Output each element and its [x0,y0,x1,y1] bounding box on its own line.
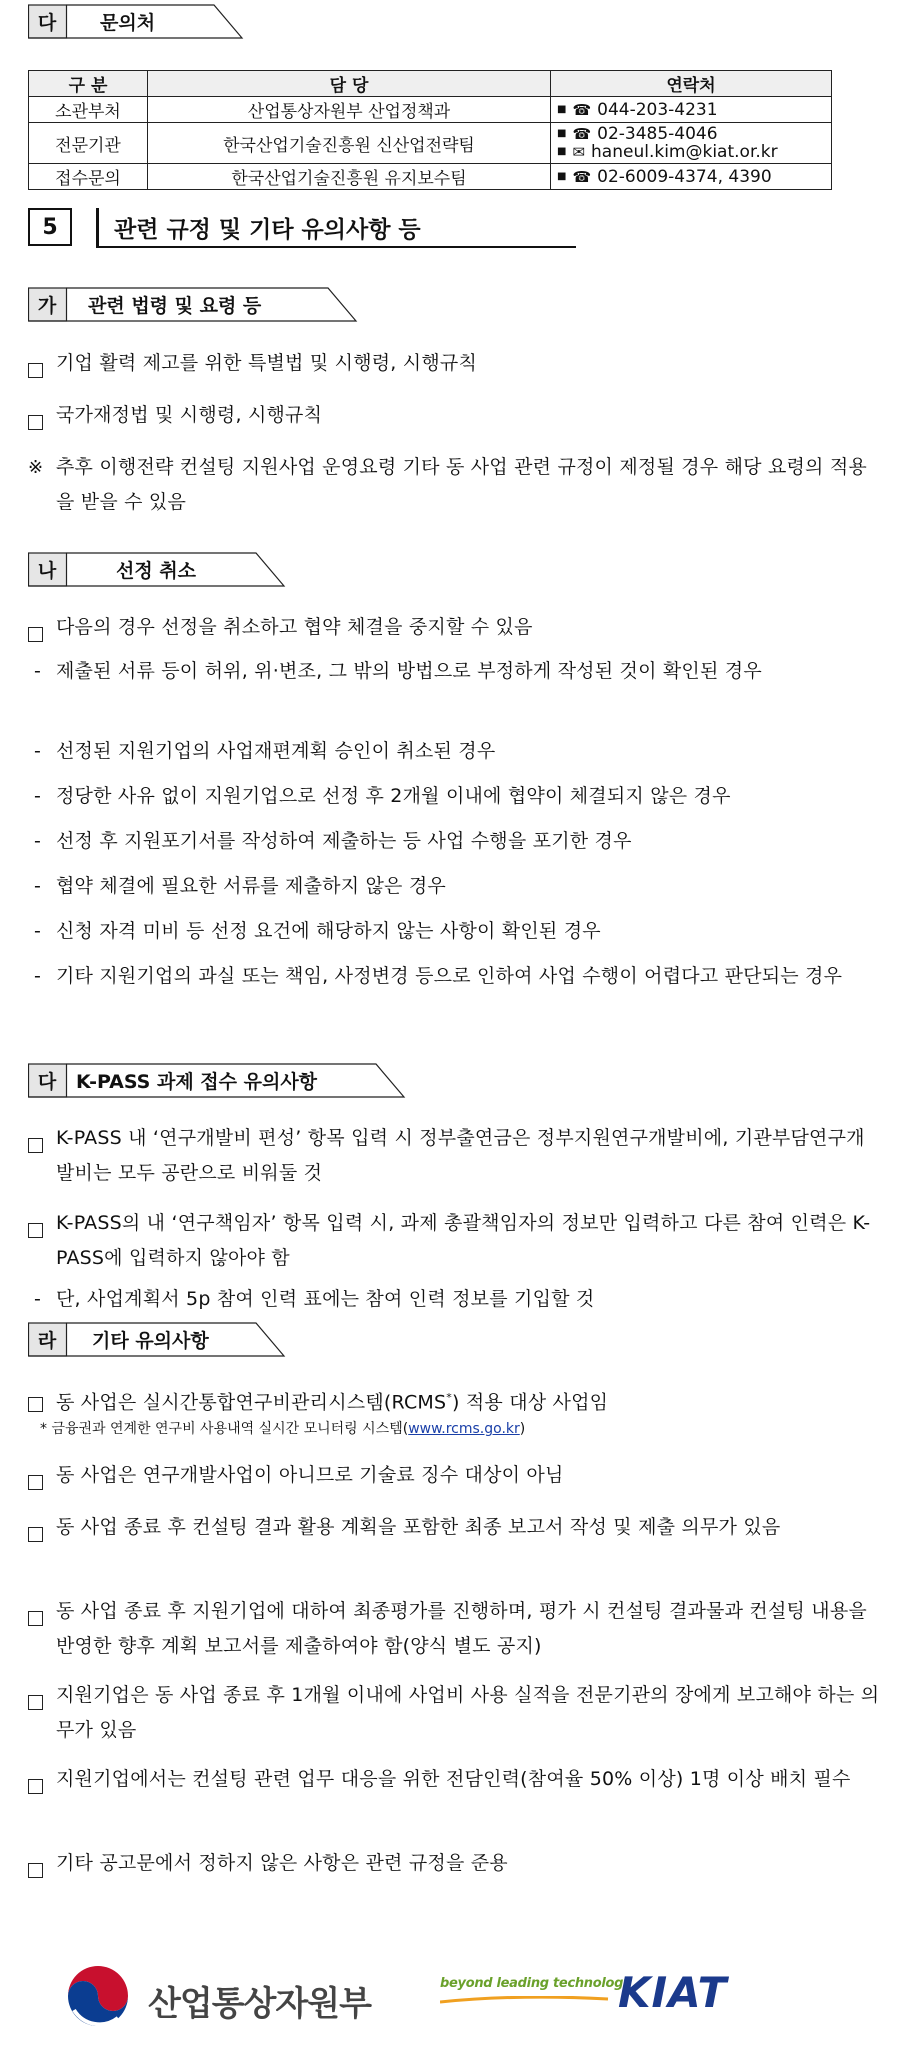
phone-icon: ☎ [572,100,592,119]
list-item [28,1762,880,1797]
item-text: 기타 지원기업의 과실 또는 책임, 사정변경 등으로 인하여 사업 수행이 어렵다고 판단되는 경우 [56,965,843,987]
list-item [28,1380,880,1420]
item-text: 제출된 서류 등이 허위, 위·변조, 그 밖의 방법으로 부정하게 작성된 것이 확인된 경우 [56,660,762,682]
taegeuk-icon [60,1958,136,2034]
sub-item [28,959,880,994]
phone-number: 02-3485-4046 [597,124,718,144]
checkbox-icon [28,1397,43,1412]
item-text: 국가재정법 및 시행령, 시행규칙 [56,404,323,426]
tab-letter: 다 [37,1070,57,1093]
table-row [29,123,832,164]
bullet-icon: ■ [557,128,567,139]
phone-icon: ☎ [572,167,592,186]
dash-mark: - [34,920,41,942]
column-header: 구 분 [29,71,148,97]
table-cell: 전문기관 [29,123,148,164]
tab-letter: 나 [37,559,57,582]
section-number: 5 [28,208,72,246]
tab-label: 기타 유의사항 [92,1329,209,1352]
section-tab-kpass [28,1063,408,1097]
list-item [28,1458,880,1493]
table-cell [551,164,832,190]
table-header-row [29,71,832,97]
tab-label: K-PASS 과제 접수 유의사항 [76,1070,318,1093]
sub-item [28,914,880,949]
checkbox-icon [28,1863,43,1878]
table-cell: 소관부처 [29,97,148,123]
item-text: 다음의 경우 선정을 취소하고 협약 체결을 중지할 수 있음 [56,616,533,638]
footnote-text: * 금융권과 연계한 연구비 사용내역 실시간 모니터링 시스템( [40,1421,409,1437]
item-text: 기업 활력 제고를 위한 특별법 및 시행령, 시행규칙 [56,352,477,374]
table-row [29,164,832,190]
dash-mark: - [34,965,41,987]
list-item [28,1678,880,1748]
table-cell: 산업통상자원부 산업정책과 [148,97,551,123]
checkbox-icon [28,1223,43,1238]
table-row [29,97,832,123]
footnote [40,1418,860,1440]
item-text [56,1380,880,1420]
section-tab-contact [28,4,248,38]
contact-table [28,70,832,190]
table-cell [551,97,832,123]
ministry-name: 산업통상자원부 [148,1984,371,2024]
item-text: 지원기업에서는 컨설팅 관련 업무 대응을 위한 전담인력(참여율 50% 이상) 1명 이상 배치 필수 [56,1768,851,1790]
item-text: 추후 이행전략 컨설팅 지원사업 운영요령 기타 동 사업 관련 규정이 제정될 경우 해당 요령의 적용을 받을 수 있음 [56,456,867,513]
sub-item [28,734,880,769]
list-item [28,346,880,381]
section-title: 관련 규정 및 기타 유의사항 등 [114,216,421,243]
item-text-part: ) 적용 대상 사업임 [452,1391,609,1414]
sub-item [28,1282,880,1317]
divider [96,208,99,248]
item-text: K-PASS 내 ‘연구개발비 편성’ 항목 입력 시 정부출연금은 정부지원연구개발비에, 기관부담연구개발비는 모두 공란으로 비워둘 것 [56,1127,865,1184]
ministry-logo [60,1958,380,2038]
sub-item [28,824,880,859]
item-text: 동 사업 종료 후 컨설팅 결과 활용 계획을 포함한 최종 보고서 작성 및 제출 의무가 있음 [56,1516,781,1538]
section-header [28,208,548,248]
mail-icon: ✉ [572,143,586,161]
bullet-icon: ■ [557,146,567,157]
list-item [28,1206,880,1276]
checkbox-icon [28,1611,43,1626]
dash-mark: - [34,1288,41,1310]
item-text: 기타 공고문에서 정하지 않은 사항은 관련 규정을 준용 [56,1852,508,1874]
bullet-icon: ■ [557,170,567,182]
tab-letter: 다 [37,11,57,34]
checkbox-icon [28,1779,43,1794]
list-item [28,610,880,645]
table-cell: 접수문의 [29,164,148,190]
phone-icon: ☎ [572,125,592,143]
table-cell [551,123,832,164]
tab-label: 관련 법령 및 요령 등 [88,294,262,317]
list-item [28,1510,880,1545]
checkbox-icon [28,363,43,378]
checkbox-icon [28,627,43,642]
dash-mark: - [34,740,41,762]
footnote-mark: * [446,1391,452,1404]
item-text: 동 사업은 연구개발사업이 아니므로 기술료 징수 대상이 아님 [56,1464,564,1486]
dash-mark: - [34,785,41,807]
dash-mark: - [34,830,41,852]
table-cell: 한국산업기술진흥원 신산업전략팀 [148,123,551,164]
rcms-link[interactable]: www.rcms.go.kr [408,1421,520,1437]
dash-mark: - [34,875,41,897]
reference-mark: ※ [28,457,44,478]
column-header: 담 당 [148,71,551,97]
list-item [28,1594,880,1664]
checkbox-icon [28,415,43,430]
item-text: K-PASS의 내 ‘연구책임자’ 항목 입력 시, 과제 총괄책임자의 정보만 입력하고 다른 참여 인력은 K-PASS에 입력하지 않아야 함 [56,1212,871,1269]
checkbox-icon [28,1475,43,1490]
sub-item [28,654,880,689]
footnote-text: ) [519,1421,526,1437]
dash-mark: - [34,660,41,682]
tab-letter: 라 [37,1329,57,1352]
table-cell: 한국산업기술진흥원 유지보수팀 [148,164,551,190]
list-item [28,1846,880,1881]
email-address[interactable]: haneul.kim@kiat.or.kr [591,142,778,162]
item-text: 동 사업 종료 후 지원기업에 대하여 최종평가를 진행하며, 평가 시 컨설팅 결과물과 컨설팅 내용을 반영한 향후 계획 보고서를 제출하여야 함(양식 별도 공지) [56,1600,867,1657]
sub-item [28,779,880,814]
kiat-wordmark: KIAT [618,1968,728,2017]
kiat-tagline: beyond leading technology [440,1976,632,1991]
swoosh-icon [440,1996,610,2004]
section-tab-other [28,1322,288,1356]
item-text: 지원기업은 동 사업 종료 후 1개월 이내에 사업비 사용 실적을 전문기관의 장에게 보고해야 하는 의무가 있음 [56,1684,880,1741]
kiat-logo [440,1968,760,2028]
checkbox-icon [28,1138,43,1153]
item-text: 단, 사업계획서 5p 참여 인력 표에는 참여 인력 정보를 기입할 것 [56,1288,595,1310]
item-text: 선정 후 지원포기서를 작성하여 제출하는 등 사업 수행을 포기한 경우 [56,830,632,852]
checkbox-icon [28,1527,43,1542]
phone-number: 02-6009-4374, 4390 [597,166,772,187]
bullet-icon: ■ [557,103,567,115]
tab-letter: 가 [37,294,57,317]
list-item [28,450,880,520]
item-text: 신청 자격 미비 등 선정 요건에 해당하지 않는 사항이 확인된 경우 [56,920,601,942]
list-item [28,398,880,433]
phone-number: 044-203-4231 [597,99,718,120]
tab-label: 문의처 [100,11,156,34]
item-text: 협약 체결에 필요한 서류를 제출하지 않은 경우 [56,875,446,897]
item-text-part: 동 사업은 실시간통합연구비관리시스템(RCMS [56,1391,447,1414]
item-text: 선정된 지원기업의 사업재편계획 승인이 취소된 경우 [56,740,496,762]
section-tab-cancellation [28,552,288,586]
checkbox-icon [28,1695,43,1710]
list-item [28,1121,880,1191]
section-tab-regulations [28,287,358,321]
column-header: 연락처 [551,71,832,97]
sub-item [28,869,880,904]
item-text: 정당한 사유 없이 지원기업으로 선정 후 2개월 이내에 협약이 체결되지 않은 경우 [56,785,731,807]
tab-label: 선정 취소 [116,559,197,582]
divider [96,246,576,248]
